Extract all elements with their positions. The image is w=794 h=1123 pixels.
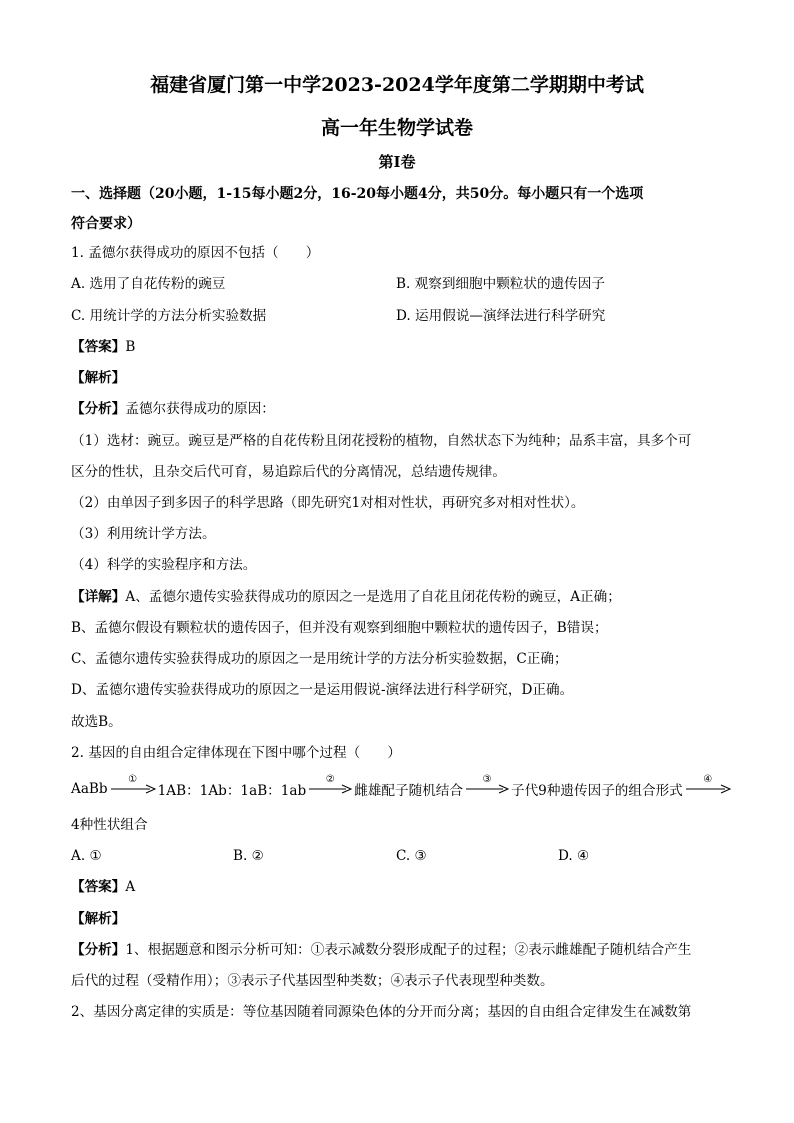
section-heading-line1: 一、选择题（20小题，1-15每小题2分，16-20每小题4分，共50分。每小题只有一个选项	[71, 186, 644, 202]
q2-analysis-label: 【解析】	[71, 911, 126, 927]
q1-option-c: C. 用统计学的方法分析实验数据	[71, 308, 267, 324]
flow-arrow-2	[308, 774, 352, 794]
analysis-title-text: 孟德尔获得成功的原因：	[125, 401, 275, 417]
part-label: 第Ⅰ卷	[378, 153, 416, 171]
q2-option-c: C. ③	[396, 848, 427, 864]
flow-fertilization: 雌雄配子随机结合	[354, 783, 463, 799]
q1-analysis-title	[71, 400, 275, 418]
answer-value: A	[125, 879, 136, 895]
arrow-label-4: ④	[703, 774, 713, 785]
detail-a-text: A、孟德尔遗传实验获得成功的原因之一是选用了自花且闭花传粉的豌豆，A正确；	[125, 589, 621, 605]
q2-option-a: A. ①	[71, 848, 102, 864]
q1-para3: （3）利用统计学方法。	[71, 526, 216, 542]
q1-para1b: 区分的性状，且杂交后代可育，易追踪后代的分离情况，总结遗传规律。	[71, 464, 506, 480]
q1-para2: （2）由单因子到多因子的科学思路（即先研究1对相对性状，再研究多对相对性状）。	[71, 495, 585, 511]
q1-answer	[71, 338, 135, 356]
exam-subtitle: 高一年生物学试卷	[320, 117, 473, 139]
flow-end-phenotypes: 4种性状组合	[71, 817, 148, 833]
flow-genotype: AaBb	[71, 781, 108, 797]
q1-detail-a	[71, 588, 621, 606]
flow-gametes: 1AB：1Ab：1aB：1ab	[157, 783, 307, 799]
q1-detail-b: B、孟德尔假设有颗粒状的遗传因子，但并没有观察到细胞中颗粒状的遗传因子，B错误；	[71, 620, 608, 636]
q2-analysis-1a	[71, 941, 691, 959]
analysis-sub-label: 【分析】	[71, 401, 126, 417]
q2-option-b: B. ②	[233, 848, 264, 864]
answer-label: 【答案】	[71, 879, 126, 895]
q1-stem: 1. 孟德尔获得成功的原因不包括（ ）	[71, 245, 320, 261]
q2-answer	[71, 878, 135, 896]
q2-option-d: D. ④	[558, 848, 590, 864]
flow-arrow-1	[110, 774, 156, 794]
answer-label: 【答案】	[71, 339, 126, 355]
flow-arrow-3	[465, 774, 509, 794]
q1-option-a: A. 选用了自花传粉的豌豆	[71, 276, 226, 292]
analysis-sub-label: 【分析】	[71, 942, 126, 958]
arrow-label-1: ①	[128, 774, 138, 785]
section-heading-line2: 符合要求）	[71, 216, 141, 232]
flow-offspring-genotypes: 子代9种遗传因子的组合形式	[510, 783, 683, 799]
flow-arrow-4	[685, 774, 731, 794]
arrow-label-3: ③	[482, 774, 492, 785]
q1-option-b: B. 观察到细胞中颗粒状的遗传因子	[396, 276, 605, 292]
analysis-1a-text: 1、根据题意和图示分析可知：①表示减数分裂形成配子的过程；②表示雌雄配子随机结合产生	[125, 942, 692, 958]
q1-option-d: D. 运用假说—演绎法进行科学研究	[396, 308, 606, 324]
q1-analysis-label: 【解析】	[71, 370, 126, 386]
q1-para4: （4）科学的实验程序和方法。	[71, 557, 257, 573]
q2-stem: 2. 基因的自由组合定律体现在下图中哪个过程（ ）	[71, 745, 401, 761]
detail-label: 【详解】	[71, 589, 126, 605]
q1-detail-d: D、孟德尔遗传实验获得成功的原因之一是运用假说-演绎法进行科学研究，D正确。	[71, 682, 574, 698]
q1-conclusion: 故选B。	[71, 714, 122, 730]
q2-analysis-2a: 2、基因分离定律的实质是：等位基因随着同源染色体的分开而分离；基因的自由组合定律发生在减数第	[71, 1004, 692, 1020]
q2-flow-diagram	[71, 774, 733, 800]
answer-value: B	[125, 339, 136, 355]
arrow-label-2: ②	[325, 774, 335, 785]
q1-para1a: （1）选材：豌豆。豌豆是严格的自花传粉且闭花授粉的植物，自然状态下为纯种；品系丰富，具多个可	[71, 433, 692, 449]
q2-analysis-1b: 后代的过程（受精作用）；③表示子代基因型种类数；④表示子代表现型种类数。	[71, 973, 554, 989]
q1-detail-c: C、孟德尔遗传实验获得成功的原因之一是用统计学的方法分析实验数据，C正确；	[71, 651, 568, 667]
exam-title: 福建省厦门第一中学2023-2024学年度第二学期期中考试	[150, 74, 644, 96]
